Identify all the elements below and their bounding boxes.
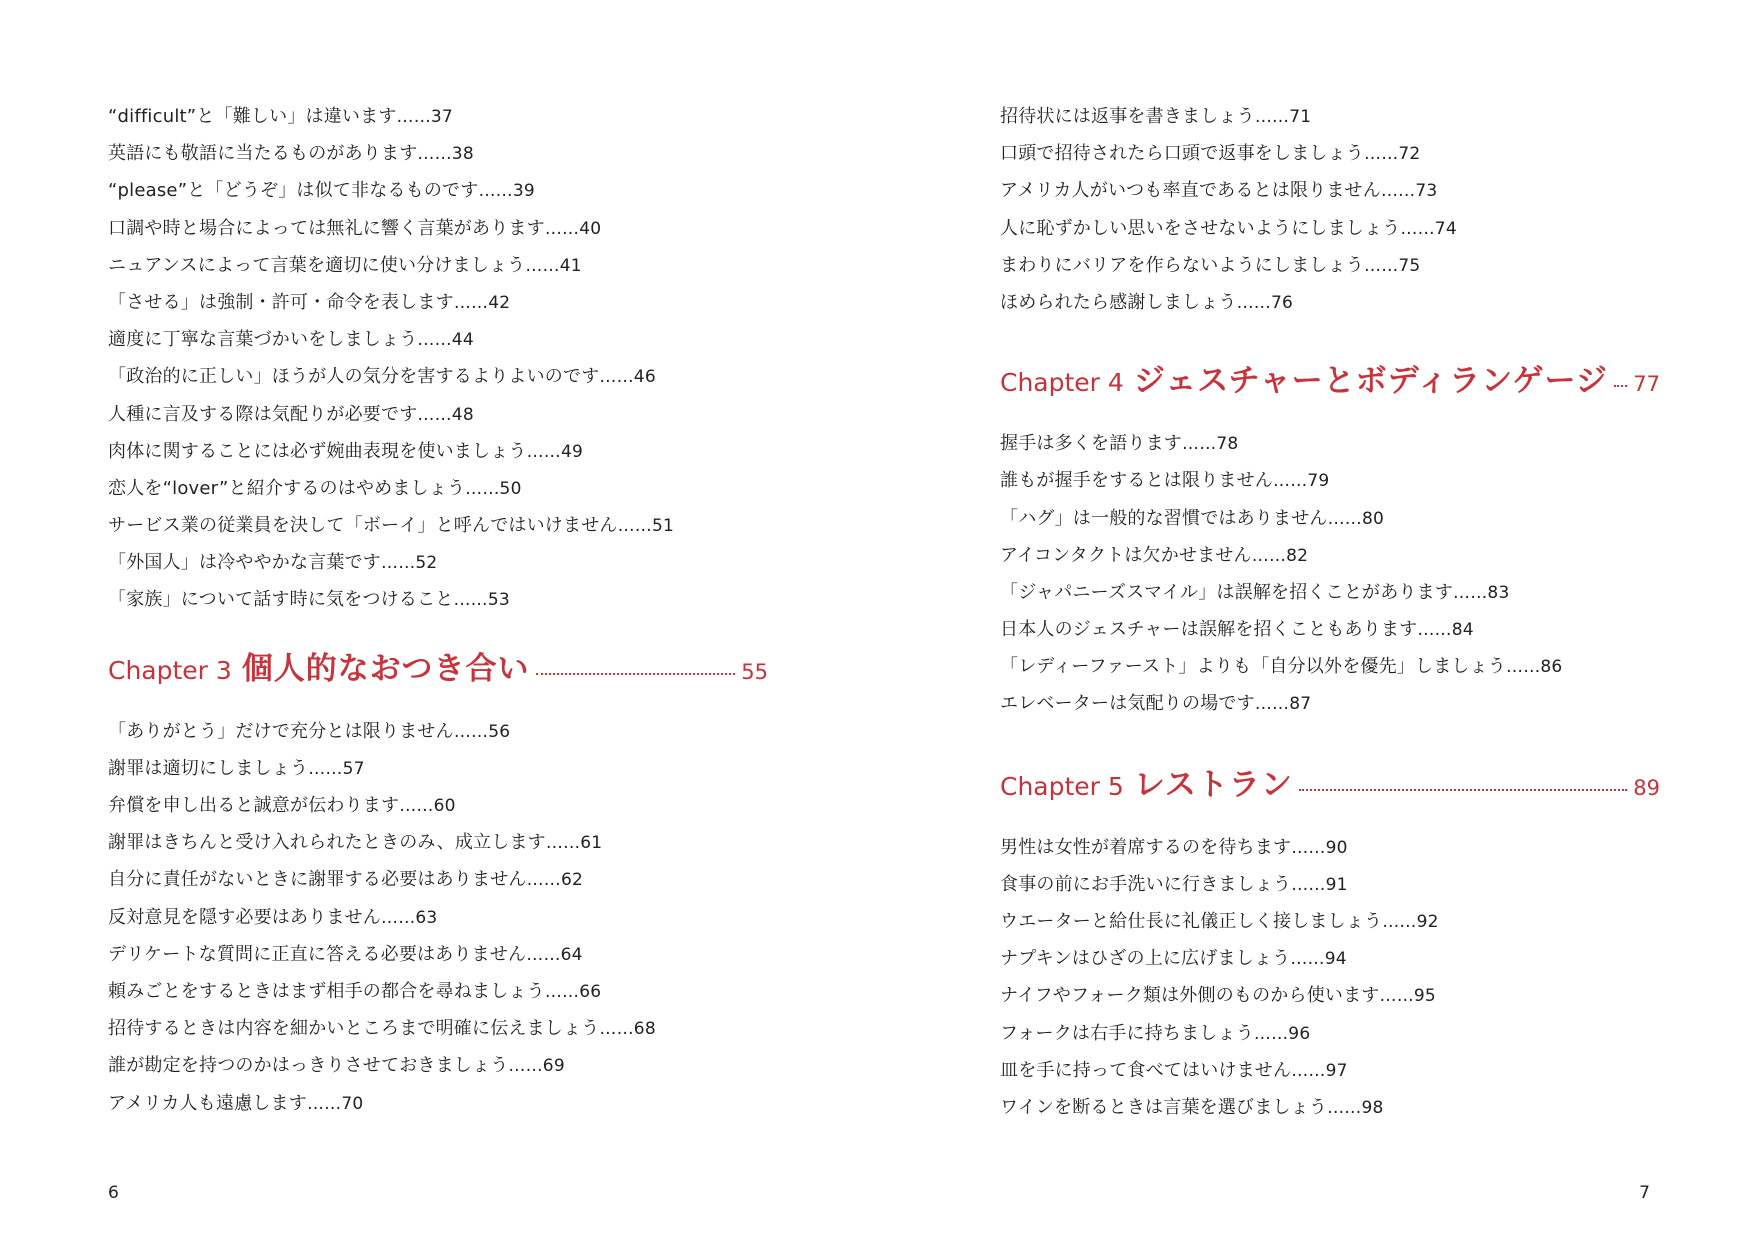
toc-entry-title: 口頭で招待されたら口頭で返事をしましょう — [1000, 143, 1364, 165]
toc-entry-page: ……42 — [453, 292, 511, 313]
toc-entry-page: ……57 — [308, 758, 365, 779]
toc-entry-page: ……66 — [544, 981, 602, 1002]
toc-entry-title: 適度に丁寧な言葉づかいをしましょう — [108, 329, 418, 351]
toc-entry — [1000, 210, 1660, 247]
toc-entry — [108, 98, 768, 135]
leader-dots — [1614, 385, 1627, 387]
toc-entry-title: 謝罪はきちんと受け入れられたときのみ、成立します — [108, 832, 546, 854]
left-toc-column — [108, 98, 768, 1122]
toc-entry — [108, 1085, 768, 1122]
toc-entry-title: 人種に言及する際は気配りが必要です — [108, 403, 418, 425]
toc-entry — [1000, 685, 1660, 722]
toc-entry-title: 日本人のジェスチャーは誤解を招くこともあります — [1000, 619, 1418, 641]
toc-entry — [1000, 866, 1660, 903]
toc-entry-page: ……78 — [1182, 434, 1239, 455]
toc-entry — [108, 581, 768, 618]
toc-entry-page: ……72 — [1364, 144, 1421, 165]
toc-entry-page: ……56 — [453, 721, 511, 742]
toc-entry — [1000, 940, 1660, 977]
toc-entry — [1000, 462, 1660, 499]
toc-entry-page: ……69 — [508, 1056, 565, 1077]
toc-entry-page: ……52 — [381, 553, 438, 574]
toc-entry-title: アメリカ人も遠慮します — [108, 1092, 307, 1114]
toc-entry-title: “difficult”と「難しい」は違います — [108, 106, 397, 127]
toc-entry-title: 英語にも敬語に当たるものがあります — [108, 143, 418, 165]
toc-entry — [1000, 135, 1660, 172]
toc-entry-page: ……96 — [1253, 1023, 1311, 1044]
leader-dots — [536, 673, 736, 675]
toc-entry-title: 「政治的に正しい」ほうが人の気分を害するよりよいのです — [108, 366, 600, 388]
toc-entry — [108, 247, 768, 284]
toc-entry — [108, 713, 768, 750]
toc-entry-page: ……79 — [1273, 471, 1330, 492]
toc-entry-title: 男性は女性が着席するのを待ちます — [1000, 836, 1292, 858]
toc-entry — [108, 358, 768, 395]
toc-entry-page: ……80 — [1327, 508, 1385, 529]
toc-entry-page: ……87 — [1254, 694, 1312, 715]
toc-entry-title: サービス業の従業員を決して「ボーイ」と呼んではいけません — [108, 515, 618, 537]
toc-entry-title: 「ありがとう」だけで充分とは限りません — [108, 720, 454, 742]
toc-entry — [1000, 977, 1660, 1014]
toc-entry — [108, 210, 768, 247]
toc-entry-page: ……97 — [1291, 1060, 1348, 1081]
toc-list-continued — [108, 98, 768, 619]
toc-entry-page: ……48 — [417, 404, 474, 425]
toc-entry-title: まわりにバリアを作らないようにしましょう — [1000, 254, 1364, 276]
toc-entry — [1000, 903, 1660, 940]
toc-entry — [108, 135, 768, 172]
chapter-page: 89 — [1633, 775, 1660, 800]
leader-dots — [1299, 789, 1627, 791]
toc-entry — [108, 787, 768, 824]
toc-entry-page: ……71 — [1254, 107, 1312, 127]
toc-entry-title: 反対意見を隠す必要はありません — [108, 906, 381, 928]
toc-entry-page: ……53 — [453, 590, 510, 611]
toc-entry-page: ……82 — [1251, 545, 1309, 566]
toc-entry-title: デリケートな質問に正直に答える必要はありません — [108, 943, 527, 965]
toc-entry-title: 誰もが握手をするとは限りません — [1000, 470, 1273, 492]
toc-entry-title: 皿を手に持って食べてはいけません — [1000, 1059, 1292, 1081]
toc-entry-page: ……63 — [381, 907, 438, 928]
toc-entry-page: ……61 — [545, 833, 603, 854]
toc-entry — [1000, 1052, 1660, 1089]
toc-entry-title: 口調や時と場合によっては無礼に響く言葉があります — [108, 217, 545, 239]
toc-entry-page: ……51 — [617, 516, 675, 537]
toc-entry — [1000, 611, 1660, 648]
chapter-title: ジェスチャーとボディランゲージ — [1133, 363, 1608, 400]
toc-entry-title: 恋人を“lover”と紹介するのはやめましょう — [108, 477, 466, 499]
toc-entry-title: ニュアンスによって言葉を適切に使い分けましょう — [108, 254, 526, 276]
toc-entry — [1000, 98, 1660, 135]
toc-list-chapter-5 — [1000, 829, 1660, 1127]
toc-list-chapter-4 — [1000, 425, 1660, 723]
page-number: 7 — [1639, 1183, 1650, 1203]
toc-entry — [1000, 537, 1660, 574]
toc-entry-title: 「ジャパニーズスマイル」は誤解を招くことがあります — [1000, 581, 1454, 603]
chapter-page: 55 — [741, 659, 768, 684]
toc-entry-title: アイコンタクトは欠かせません — [1000, 544, 1252, 566]
toc-entry-title: ウエーターと給仕長に礼儀正しく接しましょう — [1000, 911, 1383, 932]
toc-entry — [1000, 574, 1660, 611]
toc-entry — [1000, 425, 1660, 462]
toc-entry-page: ……60 — [399, 796, 456, 816]
toc-entry-title: 招待するときは内容を細かいところまで明確に伝えましょう — [108, 1018, 600, 1040]
chapter-title: 個人的なおつき合い — [241, 650, 530, 687]
toc-entry-title: ワインを断るときは言葉を選びましょう — [1000, 1096, 1328, 1118]
toc-entry-title: 人に恥ずかしい思いをさせないようにしましょう — [1000, 217, 1401, 239]
toc-entry-page: ……46 — [599, 367, 656, 388]
chapter-page: 77 — [1633, 372, 1660, 397]
right-page — [874, 0, 1748, 1240]
toc-entry — [108, 544, 768, 581]
toc-entry-title: ほめられたら感謝しましょう — [1000, 291, 1237, 313]
toc-entry — [1000, 172, 1660, 209]
toc-entry — [108, 899, 768, 936]
toc-entry-page: ……37 — [396, 107, 453, 127]
toc-entry-title: 頼みごとをするときはまず相手の都合を尋ねましょう — [108, 980, 545, 1002]
toc-entry-page: ……92 — [1382, 912, 1439, 932]
toc-entry — [108, 824, 768, 861]
toc-entry — [1000, 1015, 1660, 1052]
toc-entry-title: アメリカ人がいつも率直であるとは限りません — [1000, 180, 1381, 202]
toc-entry — [108, 433, 768, 470]
toc-entry-page: ……83 — [1453, 582, 1510, 603]
toc-entry — [108, 936, 768, 973]
toc-entry-title: 弁償を申し出ると誠意が伝わります — [108, 795, 400, 816]
chapter-title: レストラン — [1133, 766, 1293, 803]
right-toc-column — [1000, 98, 1660, 1126]
toc-entry — [108, 396, 768, 433]
toc-entry — [108, 861, 768, 898]
page-number: 6 — [108, 1183, 119, 1203]
toc-entry-page: ……91 — [1291, 874, 1348, 895]
toc-entry-page: ……50 — [465, 478, 522, 499]
toc-entry-page: ……90 — [1291, 837, 1348, 858]
chapter-label: Chapter 3 — [108, 655, 232, 685]
toc-entry — [108, 1047, 768, 1084]
toc-entry-page: ……44 — [417, 330, 474, 351]
toc-entry-page: ……68 — [599, 1019, 656, 1040]
toc-entry-page: ……98 — [1327, 1097, 1384, 1118]
toc-entry — [108, 470, 768, 507]
toc-entry-title: 誰が勘定を持つのかはっきりさせておきましょう — [108, 1055, 509, 1077]
toc-entry-title: 「家族」について話す時に気をつけること — [108, 589, 454, 611]
toc-entry-title: 謝罪は適切にしましょう — [108, 757, 309, 779]
toc-entry-page: ……41 — [525, 255, 582, 276]
toc-entry-page: ……39 — [478, 181, 535, 202]
toc-entry-page: ……86 — [1506, 657, 1563, 678]
toc-list-continued — [1000, 98, 1660, 321]
toc-entry-title: 「させる」は強制・許可・命令を表します — [108, 291, 454, 313]
toc-entry-title: 「外国人」は冷ややかな言葉です — [108, 552, 381, 574]
chapter-label: Chapter 5 — [1000, 771, 1124, 801]
toc-entry — [108, 1010, 768, 1047]
toc-entry — [108, 973, 768, 1010]
chapter-5-heading — [1000, 755, 1660, 815]
toc-entry-page: ……95 — [1379, 986, 1436, 1007]
toc-entry-page: ……75 — [1364, 255, 1421, 276]
toc-entry-page: ……74 — [1400, 218, 1457, 239]
toc-entry-page: ……70 — [306, 1093, 364, 1114]
toc-entry-page: ……84 — [1417, 620, 1474, 641]
toc-entry-title: 握手は多くを語ります — [1000, 433, 1182, 455]
toc-entry-title: ナプキンはひざの上に広げましょう — [1000, 948, 1291, 970]
toc-entry-title: 招待状には返事を書きましょう — [1000, 106, 1255, 127]
toc-entry-title: 「レディーファースト」よりも「自分以外を優先」しましょう — [1000, 656, 1506, 678]
toc-entry-page: ……49 — [526, 441, 584, 462]
chapter-4-heading — [1000, 351, 1660, 411]
toc-entry-page: ……64 — [526, 944, 583, 965]
toc-entry-title: “please”と「どうぞ」は似て非なるものです — [108, 180, 479, 202]
toc-entry-page: ……62 — [526, 870, 584, 891]
toc-entry-page: ……38 — [417, 144, 474, 165]
toc-entry-title: ナイフやフォーク類は外側のものから使います — [1000, 985, 1380, 1007]
toc-entry-title: 肉体に関することには必ず婉曲表現を使いましょう — [108, 440, 527, 462]
toc-list-chapter-3 — [108, 713, 768, 1122]
toc-entry — [108, 321, 768, 358]
toc-entry — [1000, 284, 1660, 321]
toc-entry — [1000, 500, 1660, 537]
toc-entry — [1000, 1089, 1660, 1126]
toc-entry-title: 食事の前にお手洗いに行きましょう — [1000, 873, 1292, 895]
toc-entry — [108, 284, 768, 321]
toc-entry — [108, 507, 768, 544]
toc-entry-page: ……94 — [1290, 949, 1347, 970]
toc-entry-page: ……73 — [1380, 181, 1438, 202]
chapter-3-heading — [108, 639, 768, 699]
toc-entry-page: ……76 — [1236, 292, 1294, 313]
toc-entry-title: 「ハグ」は一般的な習慣ではありません — [1000, 507, 1328, 529]
toc-entry — [1000, 648, 1660, 685]
toc-entry-title: フォークは右手に持ちましょう — [1000, 1022, 1254, 1044]
toc-entry — [108, 750, 768, 787]
toc-entry — [108, 172, 768, 209]
toc-entry-page: ……40 — [544, 218, 602, 239]
toc-entry-title: 自分に責任がないときに謝罪する必要はありません — [108, 869, 527, 891]
toc-entry-title: エレベーターは気配りの場です — [1000, 693, 1255, 715]
chapter-label: Chapter 4 — [1000, 368, 1124, 398]
toc-entry — [1000, 829, 1660, 866]
toc-entry — [1000, 247, 1660, 284]
